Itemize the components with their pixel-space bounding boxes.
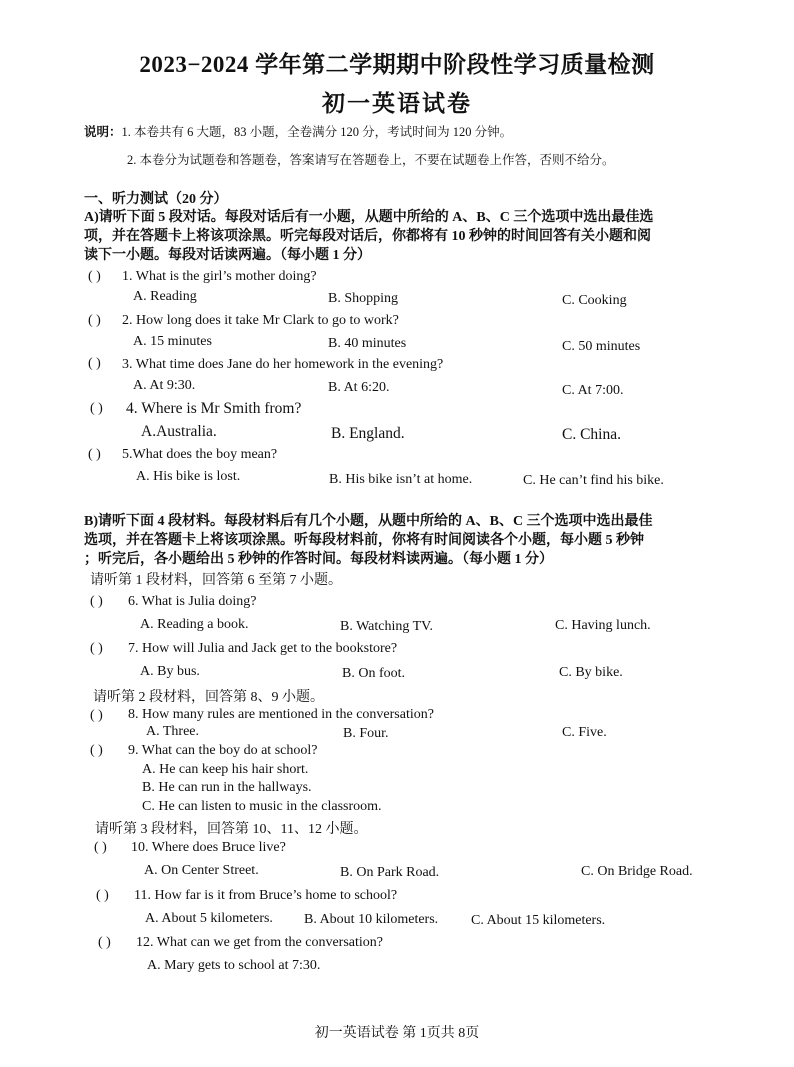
q12-option-a: A. Mary gets to school at 7:30. [147,958,321,973]
q6-option-a: A. Reading a book. [140,617,249,632]
q1-option-c: C. Cooking [562,293,627,308]
part-b-instructions [84,512,724,569]
q9-option-a: A. He can keep his hair short. [142,762,309,777]
q11-option-c: C. About 15 kilometers. [471,913,606,928]
answer-blank: ( ) [90,743,103,758]
q11-option-b: B. About 10 kilometers. [304,912,439,927]
part-b-line-1: B)请听下面 4 段材料。每段材料后有几个小题，从题中所给的 A、B、C 三个选项中选出最佳 [84,514,653,529]
q8-option-c: C. Five. [562,725,607,740]
part-a-instructions [84,208,714,265]
q8-option-b: B. Four. [343,726,389,741]
question-7: 7. How will Julia and Jack get to the bookstore? [128,641,398,656]
answer-blank: ( ) [88,356,101,371]
exam-title: 2023−2024 学年第二学期期中阶段性学习质量检测 [139,52,655,77]
notes-line-2: 2. 本卷分为试题卷和答题卷，答案请写在答题卷上，不要在试题卷上作答，否则不给分。 [127,153,615,167]
answer-blank: ( ) [94,840,107,855]
notes-text-1: 1. 本卷共有 6 大题，83 小题，全卷满分 120 分，考试时间为 120 分钟。 [121,125,513,139]
q8-option-a: A. Three. [146,724,199,739]
material-2-instruction: 请听第 2 段材料，回答第 8、9 小题。 [93,690,324,705]
notes-line-1 [84,122,512,140]
answer-blank: ( ) [90,401,103,416]
page-footer: 初一英语试卷 第 1页共 8页 [314,1026,480,1041]
question-9: 9. What can the boy do at school? [128,743,318,758]
q4-option-c: C. China. [562,426,621,443]
question-5: 5.What does the boy mean? [122,447,278,462]
q7-option-b: B. On foot. [342,666,405,681]
q6-option-c: C. Having lunch. [555,618,651,633]
q5-option-c: C. He can’t find his bike. [523,473,664,488]
answer-blank: ( ) [96,888,109,903]
part-a-line-3: 读下一小题。每段对话读两遍。（每小题 1 分） [84,248,371,263]
material-1-instruction: 请听第 1 段材料，回答第 6 至第 7 小题。 [90,573,342,588]
answer-blank: ( ) [90,641,103,656]
question-12: 12. What can we get from the conversation? [136,935,383,950]
answer-blank: ( ) [98,935,111,950]
q11-option-a: A. About 5 kilometers. [145,911,273,926]
q3-option-c: C. At 7:00. [562,383,624,398]
q9-option-b: B. He can run in the hallways. [142,780,312,795]
q7-option-a: A. By bus. [140,664,200,679]
question-2: 2. How long does it take Mr Clark to go to work? [122,313,399,328]
notes-label: 说明： [84,125,122,139]
question-10: 10. Where does Bruce live? [131,840,286,855]
question-11: 11. How far is it from Bruce’s home to school? [134,888,398,903]
answer-blank: ( ) [90,594,103,609]
q4-option-a: A.Australia. [141,423,217,440]
answer-blank: ( ) [88,313,101,328]
question-3: 3. What time does Jane do her homework in the evening? [122,357,444,372]
question-6: 6. What is Julia doing? [128,594,257,609]
question-8: 8. How many rules are mentioned in the conversation? [128,707,434,722]
q1-option-a: A. Reading [133,289,197,304]
q3-option-b: B. At 6:20. [328,380,390,395]
q1-option-b: B. Shopping [328,291,399,306]
q2-option-b: B. 40 minutes [328,336,407,351]
question-4: 4. Where is Mr Smith from? [126,400,302,417]
q10-option-c: C. On Bridge Road. [581,864,693,879]
q10-option-a: A. On Center Street. [144,863,259,878]
q5-option-b: B. His bike isn’t at home. [329,472,473,487]
q10-option-b: B. On Park Road. [340,865,440,880]
answer-blank: ( ) [90,708,103,723]
question-1: 1. What is the girl’s mother doing? [122,269,317,284]
section-title-listening: 一、听力测试（20 分） [84,192,228,207]
q5-option-a: A. His bike is lost. [136,469,241,484]
part-a-line-1: A)请听下面 5 段对话。每段对话后有一小题，从题中所给的 A、B、C 三个选项中选出最佳选 [84,210,654,225]
answer-blank: ( ) [88,269,101,284]
q6-option-b: B. Watching TV. [340,619,433,634]
part-b-line-2: 选项，并在答题卡上将该项涂黑。听每段材料前，你将有时间阅读各个小题，每小题 5 秒钟 [84,533,644,548]
exam-subtitle: 初一英语试卷 [322,91,472,116]
q2-option-c: C. 50 minutes [562,339,641,354]
q2-option-a: A. 15 minutes [133,334,212,349]
q7-option-c: C. By bike. [559,665,623,680]
material-3-instruction: 请听第 3 段材料，回答第 10、11、12 小题。 [95,822,368,837]
part-a-line-2: 项，并在答题卡上将该项涂黑。听完每段对话后，你都将有 10 秒钟的时间回答有关小题和阅 [84,229,651,244]
part-b-line-3: ；听完后，各小题给出 5 秒钟的作答时间。每段材料读两遍。（每小题 1 分） [84,552,553,567]
answer-blank: ( ) [88,447,101,462]
q9-option-c: C. He can listen to music in the classroom. [142,799,382,814]
q4-option-b: B. England. [331,425,405,442]
q3-option-a: A. At 9:30. [133,378,196,393]
